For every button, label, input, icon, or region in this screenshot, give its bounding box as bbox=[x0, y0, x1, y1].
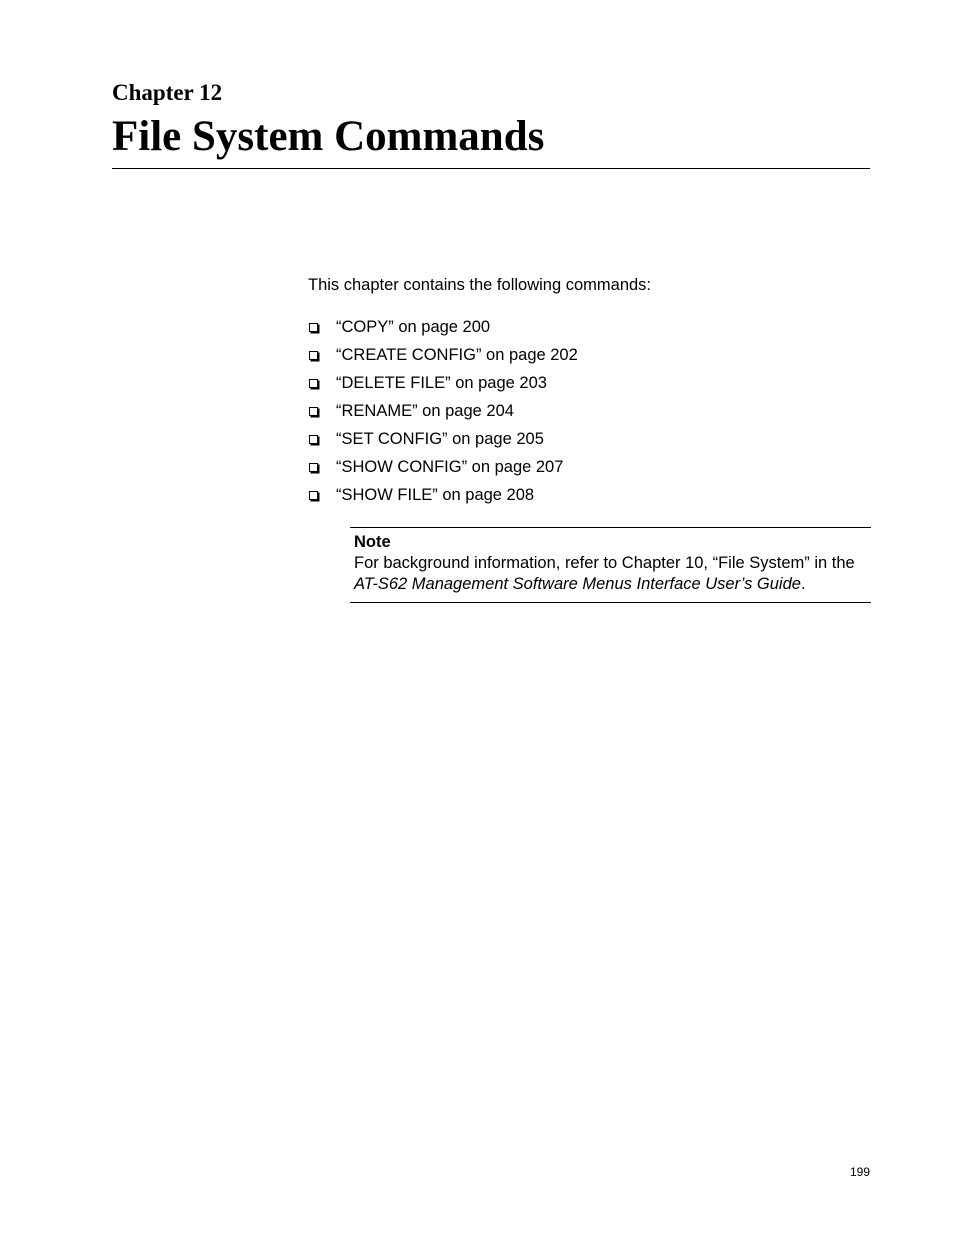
checkbox-bullet-icon bbox=[309, 463, 318, 472]
command-list-item[interactable] bbox=[308, 397, 578, 425]
note-heading: Note bbox=[354, 533, 391, 551]
checkbox-bullet-icon bbox=[309, 435, 318, 444]
command-list-item[interactable] bbox=[308, 453, 578, 481]
command-link[interactable]: “SHOW FILE” on page 208 bbox=[336, 486, 535, 504]
note-text-end: . bbox=[800, 575, 806, 593]
checkbox-bullet-icon bbox=[309, 379, 318, 388]
page-number: 199 bbox=[849, 1165, 870, 1179]
command-list-item[interactable] bbox=[308, 341, 578, 369]
checkbox-bullet-icon bbox=[309, 323, 318, 332]
command-link[interactable]: “COPY” on page 200 bbox=[336, 318, 491, 336]
command-list bbox=[308, 313, 578, 509]
checkbox-bullet-icon bbox=[309, 407, 318, 416]
checkbox-bullet-icon bbox=[309, 491, 318, 500]
checkbox-bullet-icon bbox=[309, 351, 318, 360]
command-link[interactable]: “DELETE FILE” on page 203 bbox=[336, 374, 547, 392]
note-text: For background information, refer to Chapter 10, “File System” in the bbox=[354, 554, 855, 572]
note-body bbox=[354, 553, 871, 595]
command-list-item[interactable] bbox=[308, 313, 578, 341]
chapter-title: File System Commands bbox=[112, 113, 545, 160]
command-link[interactable]: “CREATE CONFIG” on page 202 bbox=[336, 346, 578, 364]
command-list-item[interactable] bbox=[308, 425, 578, 453]
command-link[interactable]: “RENAME” on page 204 bbox=[336, 402, 514, 420]
title-divider bbox=[112, 168, 870, 169]
command-link[interactable]: “SET CONFIG” on page 205 bbox=[336, 430, 544, 448]
note-box bbox=[350, 527, 871, 603]
command-link[interactable]: “SHOW CONFIG” on page 207 bbox=[336, 458, 564, 476]
command-list-item[interactable] bbox=[308, 369, 578, 397]
intro-text: This chapter contains the following commands: bbox=[308, 276, 652, 294]
command-list-item[interactable] bbox=[308, 481, 578, 509]
chapter-label: Chapter 12 bbox=[112, 80, 223, 105]
guide-title: AT-S62 Management Software Menus Interface User’s Guide bbox=[354, 575, 801, 593]
